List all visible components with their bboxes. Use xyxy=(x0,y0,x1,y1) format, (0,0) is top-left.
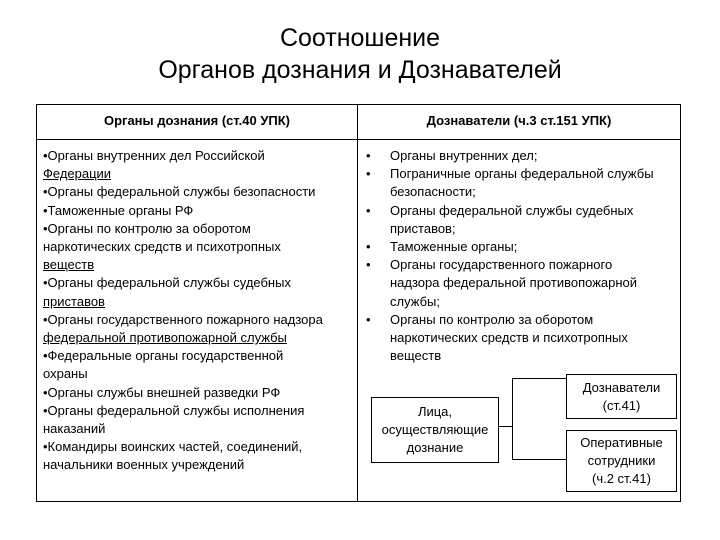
list-item: •Органы по контролю за оборотом xyxy=(43,220,251,236)
list-item xyxy=(366,147,676,165)
list-item xyxy=(366,202,676,220)
box-text: Оперативные xyxy=(580,435,663,450)
inquiry-persons-box xyxy=(371,397,499,463)
title-line-1: Соотношение xyxy=(279,24,441,52)
list-item: веществ xyxy=(43,257,95,273)
list-item-text: приставов; xyxy=(390,220,456,236)
box-text: дознание xyxy=(406,440,464,455)
connector-line xyxy=(512,378,566,379)
list-item-text: безопасности; xyxy=(390,184,476,200)
bullet-icon: • xyxy=(366,311,371,327)
list-item: •Органы федеральной службы исполнения xyxy=(43,402,305,418)
investigators-list xyxy=(366,147,676,365)
list-item xyxy=(366,183,676,201)
box-text: Дознаватели xyxy=(582,379,661,395)
list-item xyxy=(366,220,676,238)
list-item xyxy=(366,347,676,365)
list-item-text: Органы государственного пожарного xyxy=(390,257,613,273)
list-item: охраны xyxy=(43,366,88,382)
box-text: сотрудники xyxy=(587,453,656,468)
bullet-icon: • xyxy=(366,166,371,182)
left-column-header: Органы дознания (ст.40 УПК) xyxy=(103,113,291,128)
list-item-text: Таможенные органы; xyxy=(390,239,518,255)
list-item: •Таможенные органы РФ xyxy=(43,202,194,218)
list-item xyxy=(366,256,676,274)
list-item-text: веществ xyxy=(390,348,442,364)
list-item: Федерации xyxy=(43,166,112,182)
list-item: приставов xyxy=(43,293,105,309)
box-text: (ст.41) xyxy=(602,397,641,413)
list-item xyxy=(366,293,676,311)
list-item: •Органы внутренних дел Российской xyxy=(43,148,265,163)
list-item-text: надзора федеральной противопожарной xyxy=(390,275,638,291)
list-item xyxy=(366,274,676,292)
list-item-text: Органы внутренних дел; xyxy=(390,148,538,163)
list-item-text: Органы по контролю за оборотом xyxy=(390,311,594,327)
box-text: (ч.2 ст.41) xyxy=(592,471,651,486)
title-line-2: Органов дознания и Дознавателей xyxy=(158,56,562,84)
list-item: •Командиры воинских частей, соединений, xyxy=(43,439,303,455)
list-item: начальники военных учреждений xyxy=(43,457,245,473)
list-item: наркотических средств и психотропных xyxy=(43,239,281,255)
list-item: •Органы службы внешней разведки РФ xyxy=(43,384,281,400)
connector-line xyxy=(512,378,513,460)
column-divider xyxy=(357,105,358,501)
bullet-icon: • xyxy=(366,239,371,255)
connector-line xyxy=(512,459,566,460)
list-item xyxy=(366,311,676,329)
right-column-header: Дознаватели (ч.3 ст.151 УПК) xyxy=(426,113,612,128)
bullet-icon: • xyxy=(366,148,371,163)
list-item: федеральной противопожарной службы xyxy=(43,330,287,346)
box-text: Лица, xyxy=(417,404,453,419)
inquiry-bodies-list xyxy=(43,147,353,475)
list-item: наказаний xyxy=(43,421,106,437)
list-item-text: Органы федеральной службы судебных xyxy=(390,202,634,218)
list-item xyxy=(366,329,676,347)
list-item-text: наркотических средств и психотропных xyxy=(390,330,628,346)
box-text: осуществляющие xyxy=(381,422,489,437)
list-item xyxy=(366,165,676,183)
investigators-box xyxy=(566,374,677,419)
list-item-text: Пограничные органы федеральной службы xyxy=(390,166,654,182)
list-item-text: службы; xyxy=(390,293,440,309)
bullet-icon: • xyxy=(366,257,371,273)
list-item: •Органы федеральной службы безопасности xyxy=(43,184,316,200)
operatives-box xyxy=(566,430,677,492)
list-item: •Органы федеральной службы судебных xyxy=(43,275,291,291)
list-item xyxy=(366,238,676,256)
slide-title xyxy=(0,22,720,86)
list-item: •Федеральные органы государственной xyxy=(43,348,284,364)
list-item: •Органы государственного пожарного надзора xyxy=(43,311,323,327)
connector-line xyxy=(498,426,512,427)
bullet-icon: • xyxy=(366,202,371,218)
